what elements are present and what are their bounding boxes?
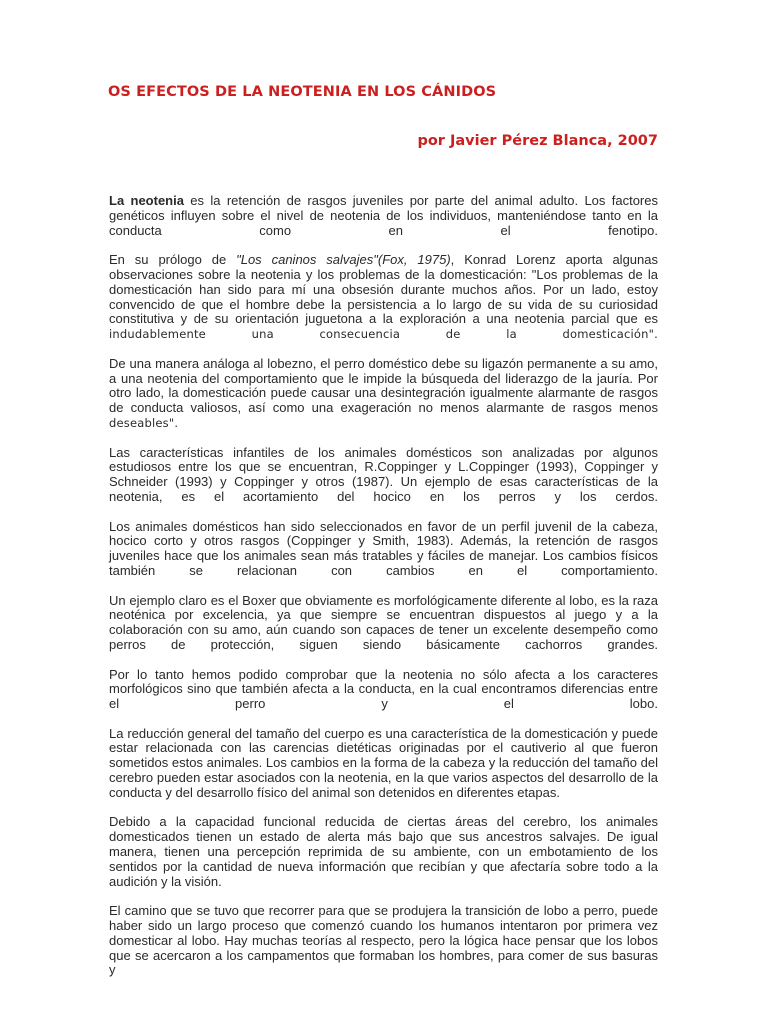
article-body xyxy=(109,194,658,993)
paragraph-2-text: , Konrad Lorenz aporta algunas observaciones sobre la neotenia y los problemas de la domesticación: "Los problemas de la domesticación han sido para mí una obsesión durante muchos años. Por un lado, estoy convencido de que el hombre debe la persistencia a lo largo de su vida de su curiosidad constitutiva y de su orientación juguetona a la exploración a una neotenia parcial que es xyxy=(109,252,658,327)
paragraph-7-text: Por lo tanto hemos podido comprobar que la neotenia no sólo afecta a los caracteres morfológicos sino que también afecta a la conducta, en la cual encontramos diferencias entre el perro y el lobo. xyxy=(109,666,658,712)
document-author: por Javier Pérez Blanca, 2007 xyxy=(417,133,658,149)
paragraph-3-tail: deseables". xyxy=(109,415,179,430)
paragraph-2 xyxy=(109,253,658,342)
paragraph-1 xyxy=(109,194,658,238)
paragraph-8 xyxy=(109,727,658,801)
paragraph-3-text: De una manera análoga al lobezno, el perro doméstico debe su ligazón permanente a su amo, a una neotenia del comportamiento que le impide la búsqueda del liderazgo de la jauría. Por otro lado, la domesticación puede causar una desintegración igualmente alarmante de rasgos de conducta valiosos, así como una exageración no menos alarmante de rasgos menos xyxy=(109,355,658,416)
term-neotenia: La neotenia xyxy=(109,193,184,208)
paragraph-10-text: El camino que se tuvo que recorrer para que se produjera la transición de lobo a perro, puede haber sido un largo proceso que comenzó cuando los humanos intentaron por primera vez domesticar al lobo. Hay muchas teorías al respecto, pero la lógica hace pensar que los lobos que se acercaron a los campamentos que formaban los hombres, para comer de sus basuras y xyxy=(109,903,658,978)
paragraph-1-text: es la retención de rasgos juveniles por parte del animal adulto. Los factores genéticos influyen sobre el nivel de neotenia de los individuos, manteniéndose tanto en la conducta como en el fenotipo. xyxy=(109,193,658,238)
paragraph-8-text: La reducción general del tamaño del cuerpo es una característica de la domesticación y puede estar relacionada con las carencias dietéticas originadas por el cautiverio al que fueron sometidos estos animales. Los cambios en la forma de la cabeza y la reducción del tamaño del cerebro pueden estar asociados con la neotenia, en la que varios aspectos del desarrollo de la conducta y del desarrollo físico del animal son detenidos en diferentes etapas. xyxy=(109,725,658,800)
citation-caninos-salvajes: "Los caninos salvajes"(Fox, 1975) xyxy=(236,252,451,268)
paragraph-4 xyxy=(109,446,658,505)
paragraph-10 xyxy=(109,904,658,978)
paragraph-9 xyxy=(109,815,658,889)
paragraph-3 xyxy=(109,357,658,431)
paragraph-6-text: Un ejemplo claro es el Boxer que obviamente es morfológicamente diferente al lobo, es la raza neoténica por excelencia, ya que siempre se encuentran dispuestos al juego y a la colaboración con su amo, aún cuando son capaces de tener un excelente desempeño como perros de protección, siguen siendo básicamente cachorros grandes. xyxy=(109,592,658,652)
document-title: OS EFECTOS DE LA NEOTENIA EN LOS CÁNIDOS xyxy=(108,84,497,100)
paragraph-5 xyxy=(109,520,658,579)
paragraph-5-text: Los animales domésticos han sido seleccionados en favor de un perfil juvenil de la cabeza, hocico corto y otros rasgos (Coppinger y Smith, 1983). Además, la retención de rasgos juveniles hace que los animales sean más tratables y fáciles de manejar. Los cambios físicos también se relacionan con cambios en el comportamiento. xyxy=(109,518,658,578)
paragraph-6 xyxy=(109,594,658,653)
paragraph-2-tail: indudablemente una consecuencia de la domesticación". xyxy=(109,327,658,342)
paragraph-2-lead: En su prólogo de xyxy=(109,252,237,268)
paragraph-4-text: Las características infantiles de los animales domésticos son analizadas por algunos estudiosos entre los que se encuentran, R.Coppinger y L.Coppinger (1993), Coppinger y Schneider (1993) y Coppinger y otros (1987). Un ejemplo de esas características de la neotenia, es el acortamiento del hocico en los perros y los cerdos. xyxy=(109,444,658,504)
paragraph-7 xyxy=(109,668,658,712)
paragraph-9-text: Debido a la capacidad funcional reducida de ciertas áreas del cerebro, los animales domesticados tienen un estado de alerta más bajo que sus ancestros salvajes. De igual manera, tienen una percepción reprimida de su ambiente, con un embotamiento de los sentidos por la cantidad de nueva información que recibían y que afectaría sobre todo a la audición y la visión. xyxy=(109,814,658,889)
